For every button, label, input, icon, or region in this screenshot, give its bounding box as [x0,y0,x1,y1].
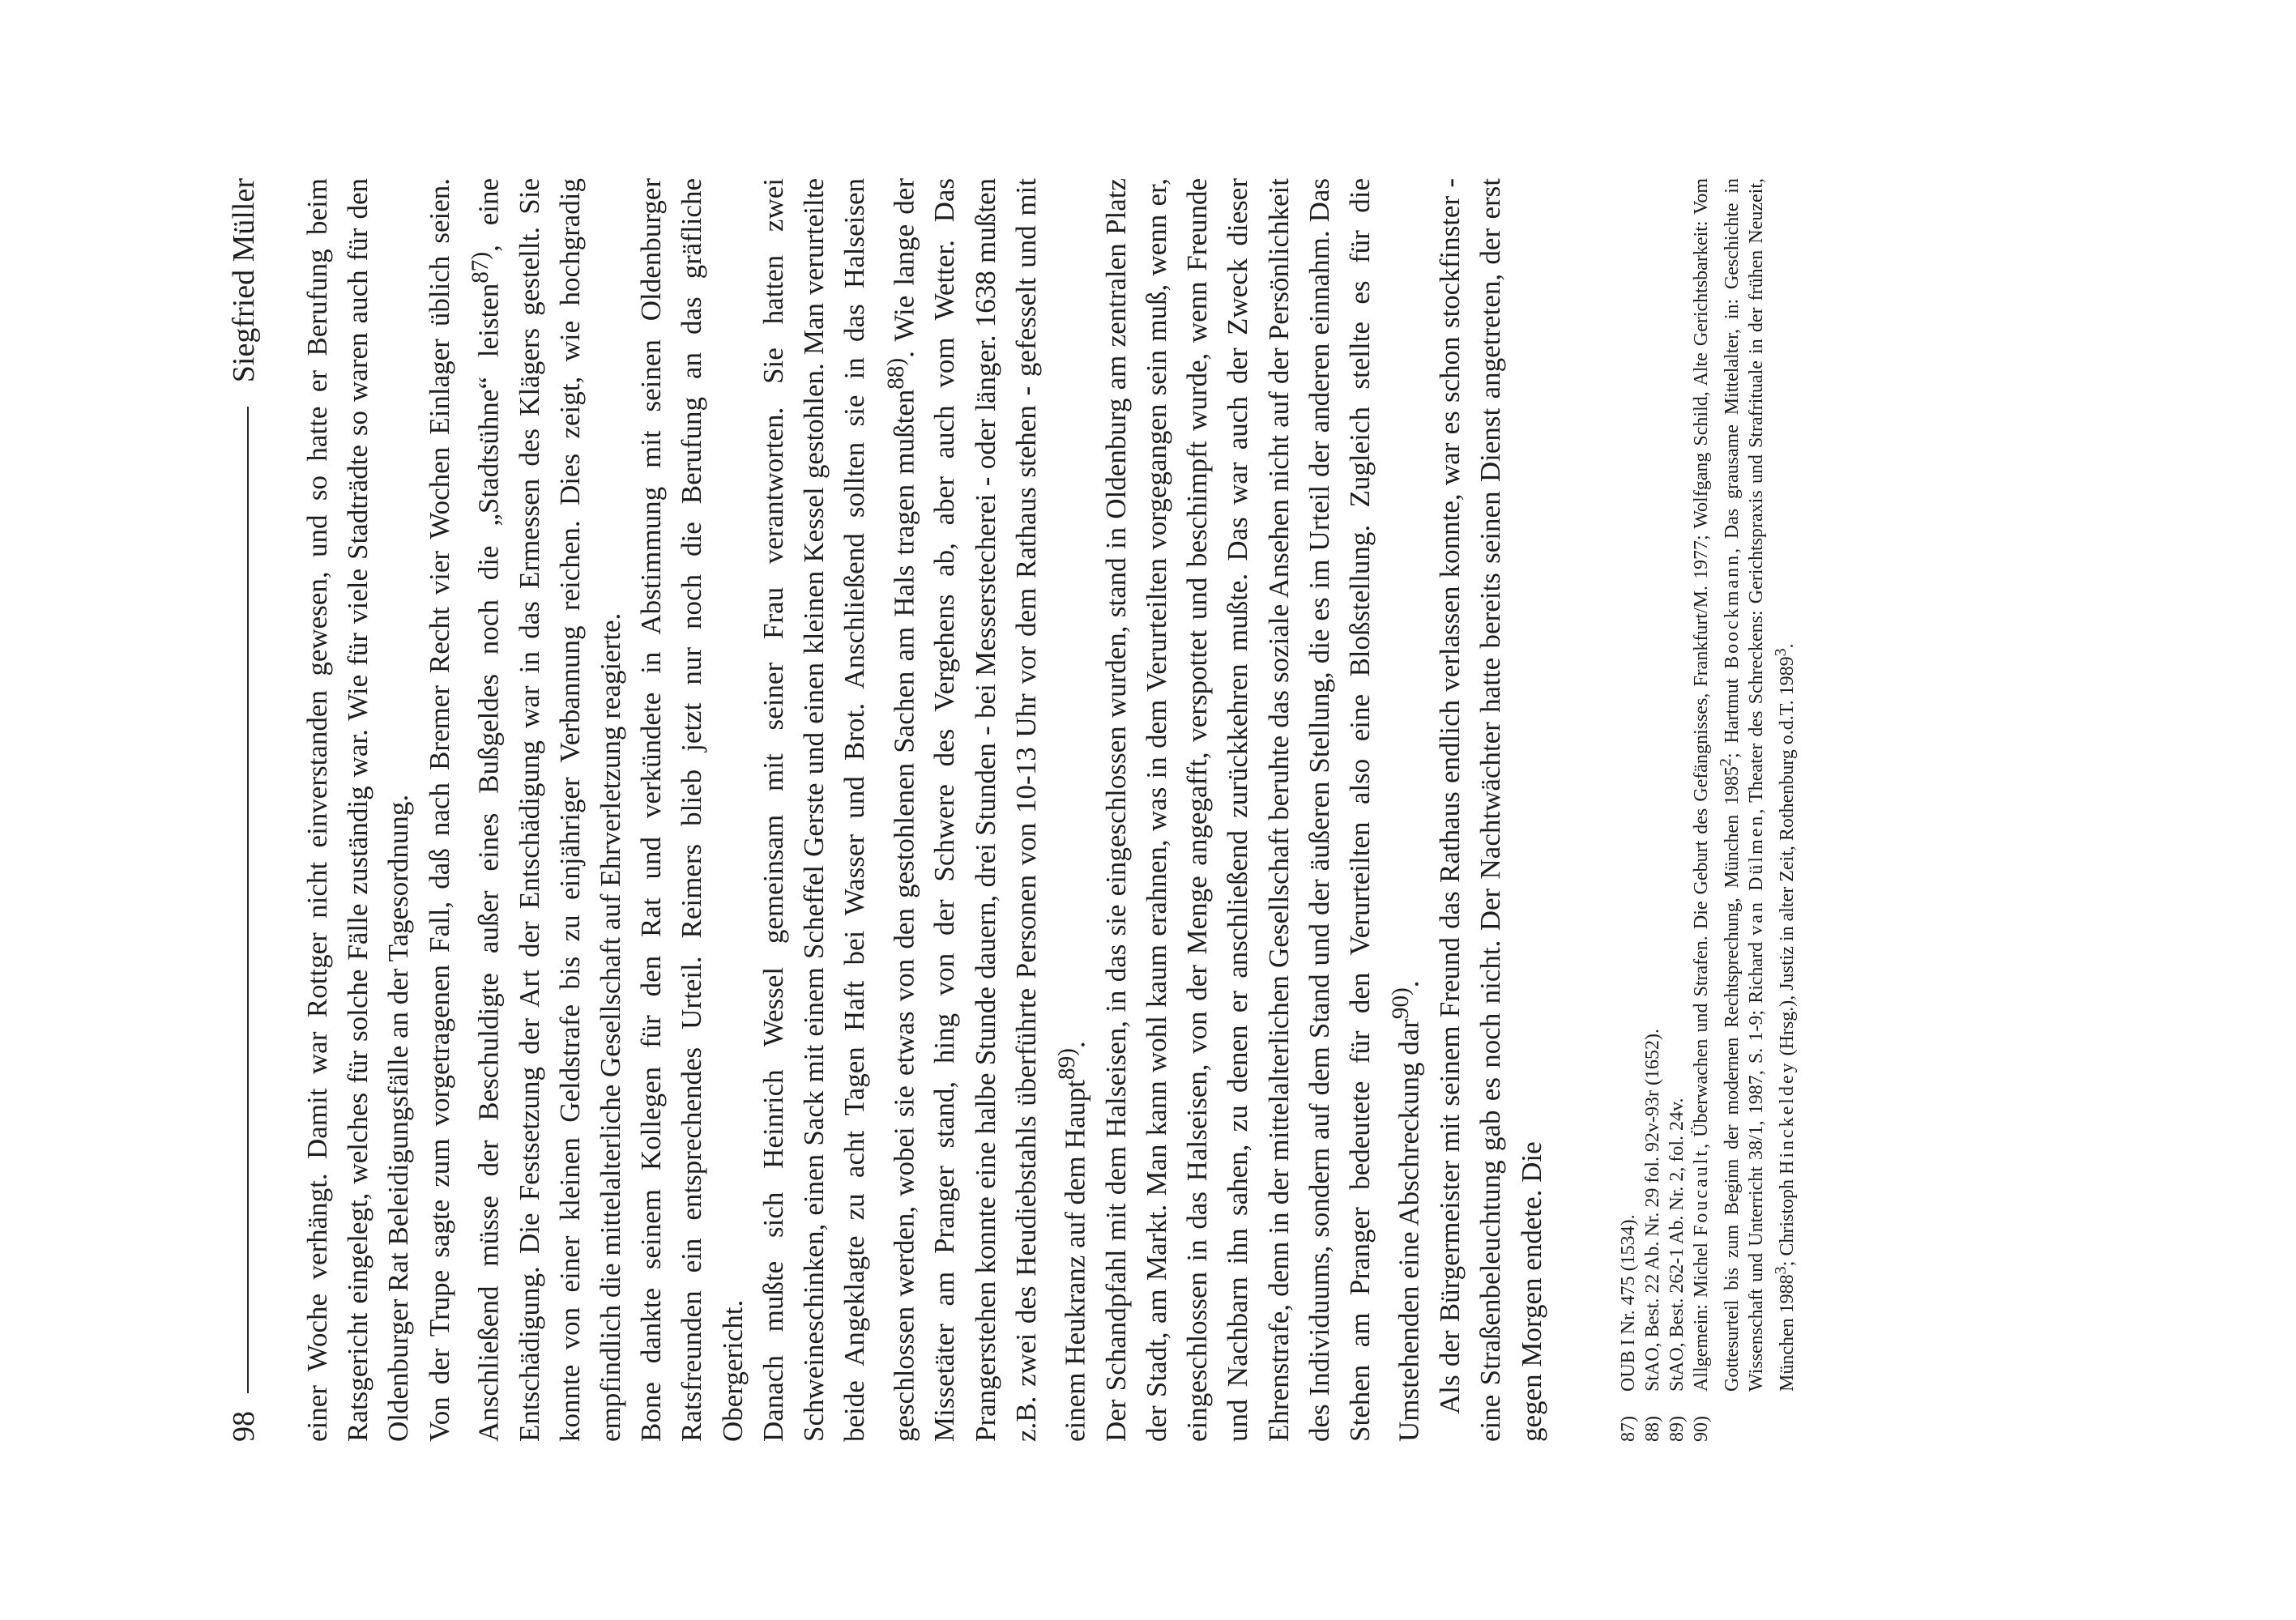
text-run: Allgemein: Michel [1691,1235,1712,1392]
footnote-number: 88) [1642,1416,1663,1442]
author-name: Boockmann [1722,552,1743,669]
author-name: Foucault [1691,1148,1712,1236]
text-run: OUB I Nr. 475 (1534). [1618,1214,1639,1392]
footnote [1689,178,1799,1442]
text-run: ; Christoph [1777,1174,1798,1267]
text-run: StAO, Best. 22 Ab. Nr. 29 fol. 92v-93r (1652). [1642,1029,1663,1392]
paragraph-p4 [753,178,1096,1442]
text-run: , eine Entschädigung. Die Festsetzung der Art der Entschädigung war in das Ermessen des Klägers gestellt. Sie konnte von einer kleinen Geldstrafe bis zu einjähriger Verbannung reichen. Dies zeigt, wie hochgradig empfindlich die mittelalterliche Gesellschaft auf Ehrverletzung reagierte. [472,178,627,1442]
footnote-ref: 90) [1388,987,1415,1020]
footnote [1641,178,1665,1442]
text-run: . [1059,1041,1091,1049]
text-run: , Das grausame Mittelalter, in: Geschichte in Wissenschaft und Unterricht 38/1, 1987, S. 1-9; Richard [1722,178,1767,1392]
footnote-ref: 87) [467,251,493,284]
footnote-text [1667,1098,1688,1392]
footnote-text [1642,1029,1663,1392]
paragraph-p1 [297,178,420,1442]
paragraph-p2 [420,178,632,1442]
footnote-number: 90) [1691,1416,1712,1442]
body-text [297,178,1552,1442]
footnote-text [1691,178,1798,1392]
footnote [1665,178,1689,1442]
page-number: 98 [227,1411,261,1442]
text-run: (Hrsg.), Justiz in alter Zeit, Rothenburg o.d.T. 1989 [1777,656,1798,1061]
footnote-text [1618,1214,1639,1392]
text-run: . Wie lange der Missetäter am Pranger stand, hing von der Schwere des Vergehens ab, aber auch vom Wetter. Das Prangerstehen konnte eine halbe Stunde dauern, drei Stunden - bei Messerstecherei - oder länger. 1638 mußten z.B. zwei des Heudiebstahls überführte Personen von 10-13 Uhr vor dem Rathaus stehen - gefesselt und mit einem Heukranz auf dem Haupt [888,178,1091,1442]
paragraph-p3 [631,178,753,1442]
footnote-ref: 3 [1772,1266,1790,1275]
text-run: Von der Trupe sagte zum vorgetragenen Fall, daß nach Bremer Recht vier Wochen Einlager üblich seien. Anschließend müsse der Beschuldigte außer eines Bußgeldes noch die „Stadtsühne“ leisten [423,178,505,1442]
footnote-ref: 89) [1053,1048,1080,1080]
header-rule [247,407,249,1393]
text-run: . [1777,643,1798,649]
footnote [1616,178,1641,1442]
rotated-page-content [223,178,2086,1442]
footnote-ref: 88) [882,357,909,390]
footnote-ref: 3 [1772,648,1790,657]
text-run: . [1393,980,1425,988]
author-name: Hinckeldey [1777,1060,1798,1174]
author-name: van Dülmen [1746,813,1767,936]
footnote-ref: 2 [1717,758,1735,767]
paragraph-p5 [1096,178,1430,1442]
footnote-number: 89) [1667,1416,1688,1442]
text-run: , Theater des Schreckens: Gerichtspraxis und Strafrituale in der frühen Neuzeit, München 1988 [1746,178,1798,1392]
text-run: Bone dankte seinem Kollegen für den Rat und verkündete in Abstimmung mit seinen Oldenburger Ratsfreunden ein entsprechendes Urteil. Reimers blieb jetzt nur noch die Berufung an das gräfliche Obergericht. [635,178,749,1442]
footnotes [1616,178,1799,1442]
footnote-number: 87) [1618,1416,1639,1442]
text-run: Der Schandpfahl mit dem Halseisen, in das sie eingeschlossen wurden, stand in Oldenburg am zentralen Platz der Stadt, am Markt. Man kann wohl kaum erahnen, was in dem Verurteilten vorgegangen sein muß, wenn er, eingeschlossen in das Halseisen, von der Menge angegafft, verspottet und beschimpft wurde, wenn Freunde und Nachbarn ihn sahen, zu denen er anschließend zurückkehren mußte. Das war auch der Zweck dieser Ehrenstrafe, denn in der mittelalterlichen Gesellschaft beruhte das soziale Ansehen nicht auf der Persönlichkeit des Individuums, sondern auf dem Stand und der äußeren Stellung, die es im Urteil der anderen einnahm. Das Stehen am Pranger bedeutete für den Verurteilten also eine Bloßstellung. Zugleich stellte es für die Umstehenden eine Abschreckung dar [1099,178,1425,1442]
page-header [223,178,271,1442]
text-run: StAO, Best. 262-1 Ab. Nr. 2, fol. 24v. [1667,1098,1688,1392]
text-run: einer Woche verhängt. Damit war Rottger nicht einverstanden gewesen, und so hatte er Berufung beim Ratsgericht eingelegt, welches für solche Fälle zuständig war. Wie für viele Stadträdte so waren auch für den Oldenburger Rat Beleidigungsfälle an der Tagesordnung. [301,178,415,1442]
text-run: Danach mußte sich Heinrich Wessel gemeinsam mit seiner Frau verantworten. Sie hatten zwei Schweineschinken, einen Sack mit einem Scheffel Gerste und einen kleinen Kessel gestohlen. Man verurteilte beide Angeklagte zu acht Tagen Haft bei Wasser und Brot. Anschließend sollten sie in das Halseisen geschlossen werden, wobei sie etwas von den gestohlenen Sachen am Hals tragen mußten [757,178,920,1442]
paragraph-p6 [1430,178,1552,1442]
running-head: Siegfried Müller [227,178,261,383]
text-run: Als der Bürgermeister mit seinem Freund das Rathaus endlich verlassen konnte, war es schon stockfinster - eine Straßenbeleuchtung gab es noch nicht. Der Nachtwächter hatte bereits seinen Dienst angetreten, der erst gegen Morgen endete. Die [1434,178,1547,1442]
text-run: ; Hartmut [1722,668,1743,759]
text-run: , Überwachen und Strafen. Die Geburt des Gefängnisses, Frankfurt/M. 1977; Wolfgang Schild, Alte Gerichtsbarkeit: Vom Gottesurteil bis zum Beginn der modernen Rechtsprechung, München 1985 [1691,178,1743,1392]
